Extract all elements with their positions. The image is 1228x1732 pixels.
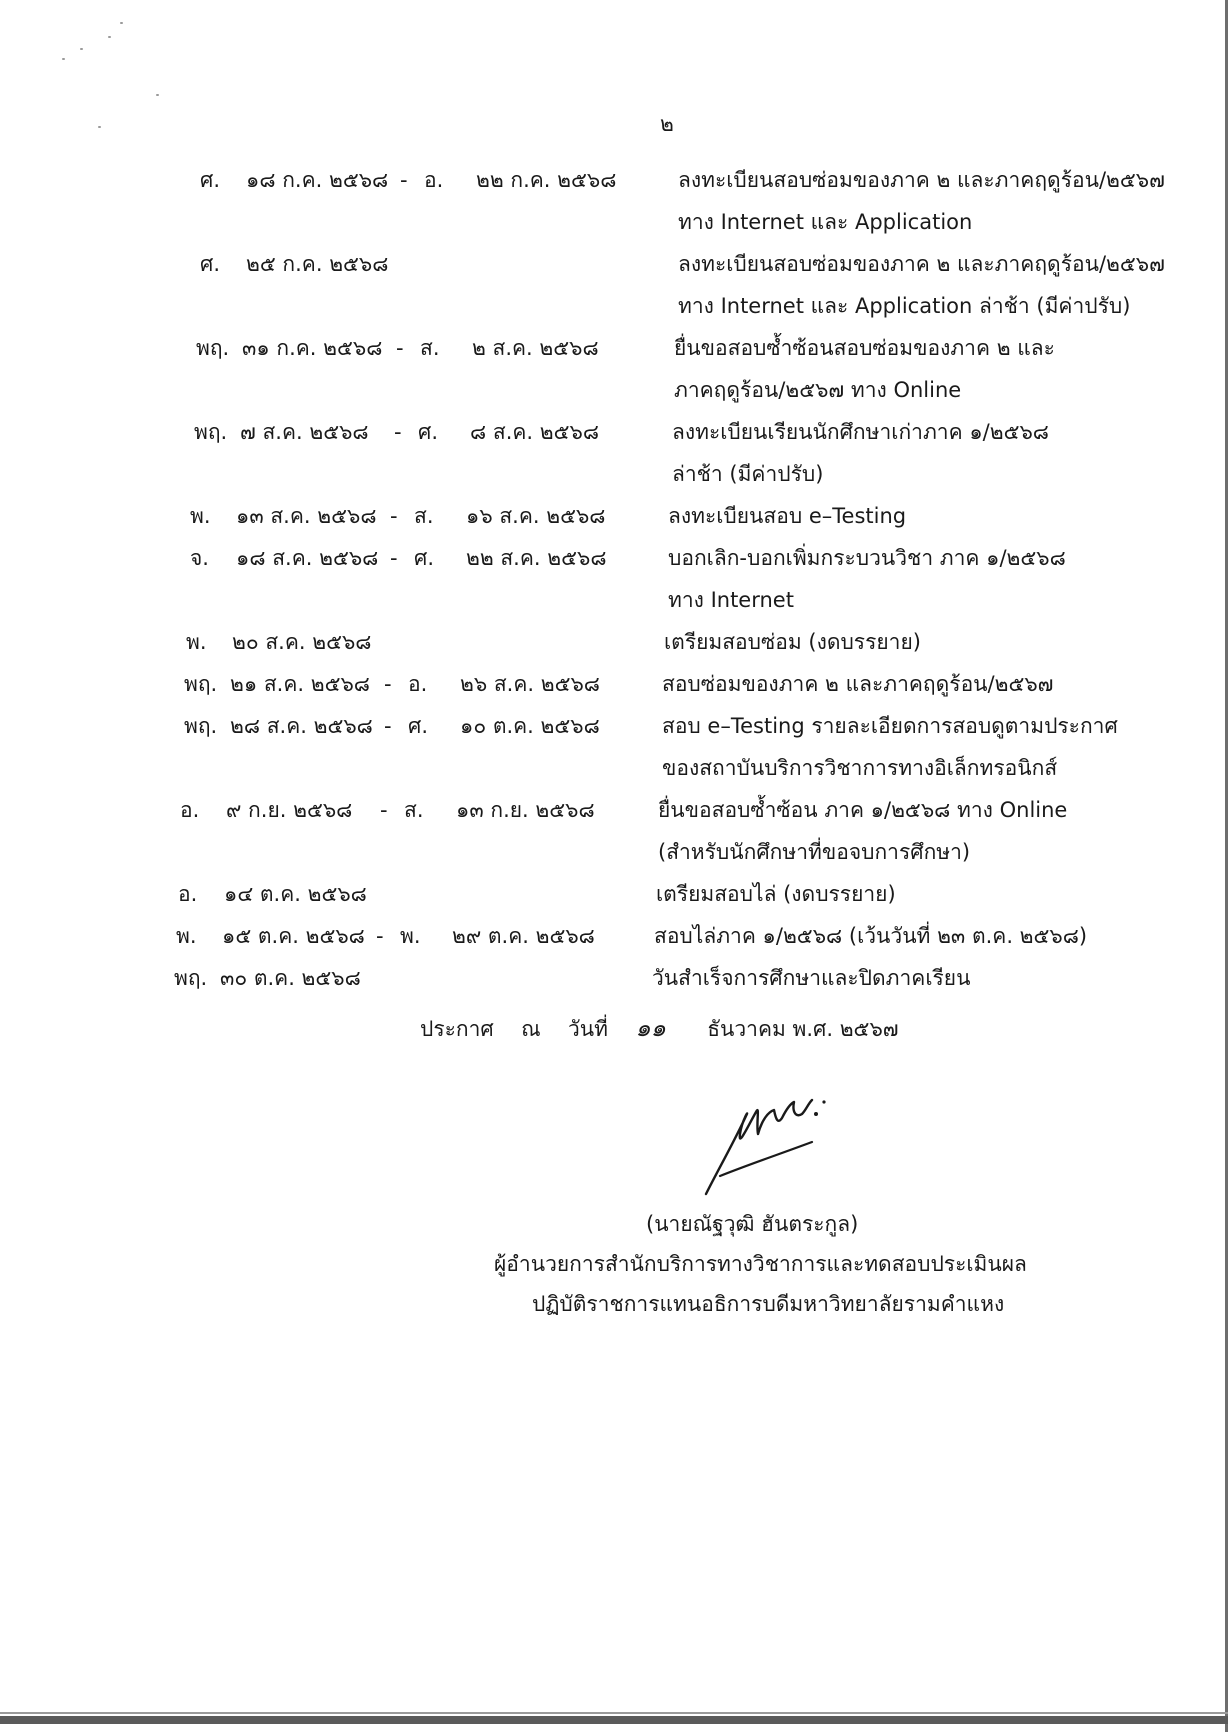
start-day: พฤ. xyxy=(196,336,230,360)
range-dash: - xyxy=(380,798,388,822)
schedule-description: ยื่นขอสอบซ้ำซ้อนสอบซ่อมของภาค ๒ และ xyxy=(674,336,1055,360)
start-day: อ. xyxy=(178,882,198,906)
signatory-name: (นายณัฐวุฒิ ฮันตระกูล) xyxy=(646,1212,859,1236)
range-dash: - xyxy=(390,546,398,570)
schedule-description: สอบ e–Testing รายละเอียดการสอบดูตามประกาศ xyxy=(662,714,1118,738)
schedule-description: สอบซ่อมของภาค ๒ และภาคฤดูร้อน/๒๕๖๗ xyxy=(662,672,1054,696)
scan-speck xyxy=(156,94,159,96)
start-date: ๒๑ ส.ค. ๒๕๖๘ xyxy=(230,672,371,696)
schedule-row xyxy=(0,622,1228,662)
page-number: ๒ xyxy=(660,112,674,136)
start-date: ๙ ก.ย. ๒๕๖๘ xyxy=(226,798,353,822)
end-day: ส. xyxy=(414,504,434,528)
start-day: พฤ. xyxy=(184,714,218,738)
range-dash: - xyxy=(376,924,384,948)
schedule-description: เตรียมสอบไล่ (งดบรรยาย) xyxy=(656,882,896,906)
end-date: ๑๐ ต.ค. ๒๕๖๘ xyxy=(460,714,600,738)
schedule-description-continued: ทาง Internet xyxy=(668,588,794,612)
start-date: ๗ ส.ค. ๒๕๖๘ xyxy=(240,420,369,444)
start-day: พ. xyxy=(186,630,207,654)
end-date: ๑๓ ก.ย. ๒๕๖๘ xyxy=(456,798,595,822)
end-date: ๒ ส.ค. ๒๕๖๘ xyxy=(472,336,599,360)
announcement-prefix: ประกาศ xyxy=(420,1017,494,1041)
schedule-description-continued: ของสถาบันบริการวิชาการทางอิเล็กทรอนิกส์ xyxy=(662,756,1058,780)
start-day: พ. xyxy=(176,924,197,948)
start-day: จ. xyxy=(190,546,209,570)
schedule-description-continued: ทาง Internet และ Application xyxy=(678,210,973,234)
start-date: ๓๑ ก.ค. ๒๕๖๘ xyxy=(242,336,383,360)
schedule-description: เตรียมสอบซ่อม (งดบรรยาย) xyxy=(664,630,921,654)
start-date: ๑๔ ต.ค. ๒๕๖๘ xyxy=(224,882,367,906)
schedule-description-continued: ภาคฤดูร้อน/๒๕๖๗ ทาง Online xyxy=(674,378,962,402)
schedule-description: ลงทะเบียนสอบซ่อมของภาค ๒ และภาคฤดูร้อน/๒๕๖๗ xyxy=(678,168,1165,192)
range-dash: - xyxy=(384,714,392,738)
start-day: ศ. xyxy=(200,168,221,192)
end-date: ๒๖ ส.ค. ๒๕๖๘ xyxy=(460,672,601,696)
end-day: ศ. xyxy=(414,546,435,570)
end-day: อ. xyxy=(408,672,428,696)
start-date: ๒๐ ส.ค. ๒๕๖๘ xyxy=(232,630,372,654)
scan-speck xyxy=(62,58,65,60)
schedule-row xyxy=(0,958,1228,998)
start-day: อ. xyxy=(180,798,200,822)
end-day: ศ. xyxy=(418,420,439,444)
schedule-description: สอบไล่ภาค ๑/๒๕๖๘ (เว้นวันที่ ๒๓ ต.ค. ๒๕๖๘) xyxy=(654,924,1088,948)
signatory-position-line1: ผู้อำนวยการสำนักบริการทางวิชาการและทดสอบประเมินผล xyxy=(494,1252,1027,1276)
start-date: ๑๕ ต.ค. ๒๕๖๘ xyxy=(222,924,365,948)
end-day: ส. xyxy=(420,336,440,360)
schedule-description: ลงทะเบียนสอบ e–Testing xyxy=(668,504,907,528)
range-dash: - xyxy=(384,672,392,696)
end-date: ๒๒ ก.ค. ๒๕๖๘ xyxy=(476,168,617,192)
scan-speck xyxy=(108,36,111,38)
start-day: ศ. xyxy=(200,252,221,276)
start-day: พ. xyxy=(190,504,211,528)
end-day: พ. xyxy=(400,924,421,948)
end-date: ๒๙ ต.ค. ๒๕๖๘ xyxy=(452,924,595,948)
start-day: พฤ. xyxy=(174,966,208,990)
range-dash: - xyxy=(394,420,402,444)
schedule-description: ลงทะเบียนสอบซ่อมของภาค ๒ และภาคฤดูร้อน/๒๕๖๗ xyxy=(678,252,1165,276)
schedule-description-continued: ทาง Internet และ Application ล่าช้า (มีค่าปรับ) xyxy=(678,294,1131,318)
end-date: ๘ ส.ค. ๒๕๖๘ xyxy=(470,420,600,444)
end-date: ๑๖ ส.ค. ๒๕๖๘ xyxy=(466,504,606,528)
signature-mark xyxy=(700,1090,860,1200)
end-date: ๒๒ ส.ค. ๒๕๖๘ xyxy=(466,546,607,570)
start-day: พฤ. xyxy=(194,420,228,444)
scan-speck xyxy=(120,22,123,24)
end-day: ส. xyxy=(404,798,424,822)
scan-speck xyxy=(80,48,83,50)
signatory-position-line2: ปฏิบัติราชการแทนอธิการบดีมหาวิทยาลัยรามคำแหง xyxy=(532,1292,1005,1316)
schedule-row xyxy=(0,496,1228,536)
start-date: ๒๕ ก.ค. ๒๕๖๘ xyxy=(246,252,389,276)
start-day: พฤ. xyxy=(184,672,218,696)
announcement-day: ๑๑ xyxy=(635,1014,666,1042)
end-day: อ. xyxy=(424,168,444,192)
schedule-description-continued: ล่าช้า (มีค่าปรับ) xyxy=(672,462,824,486)
schedule-row xyxy=(0,874,1228,914)
schedule-description: ยื่นขอสอบซ้ำซ้อน ภาค ๑/๒๕๖๘ ทาง Online xyxy=(658,798,1068,822)
start-date: ๑๓ ส.ค. ๒๕๖๘ xyxy=(236,504,377,528)
schedule-description-continued: (สำหรับนักศึกษาที่ขอจบการศึกษา) xyxy=(658,840,971,864)
start-date: ๑๘ ส.ค. ๒๕๖๘ xyxy=(236,546,379,570)
range-dash: - xyxy=(396,336,404,360)
scan-speck xyxy=(98,126,101,128)
start-date: ๓๐ ต.ค. ๒๕๖๘ xyxy=(220,966,361,990)
schedule-description: วันสำเร็จการศึกษาและปิดภาคเรียน xyxy=(652,966,971,990)
announcement-at: ณ xyxy=(521,1017,541,1041)
schedule-description: บอกเลิก-บอกเพิ่มกระบวนวิชา ภาค ๑/๒๕๖๘ xyxy=(668,546,1066,570)
scan-bottom-edge xyxy=(0,1716,1228,1724)
start-date: ๑๘ ก.ค. ๒๕๖๘ xyxy=(246,168,389,192)
start-date: ๒๘ ส.ค. ๒๕๖๘ xyxy=(230,714,373,738)
range-dash: - xyxy=(400,168,408,192)
range-dash: - xyxy=(390,504,398,528)
announcement-month-year: ธันวาคม พ.ศ. ๒๕๖๗ xyxy=(707,1017,899,1041)
scan-edge-line xyxy=(0,1712,1228,1714)
announcement-line xyxy=(420,1010,899,1047)
schedule-description: ลงทะเบียนเรียนนักศึกษาเก่าภาค ๑/๒๕๖๘ xyxy=(672,420,1049,444)
end-day: ศ. xyxy=(408,714,429,738)
announcement-day-label: วันที่ xyxy=(567,1017,608,1041)
